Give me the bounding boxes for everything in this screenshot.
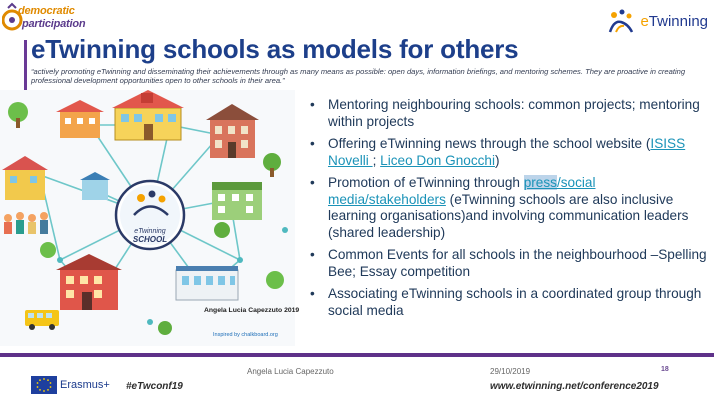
logo-line-1: democratic bbox=[18, 5, 75, 17]
bullet-text: Promotion of eTwinning through bbox=[328, 175, 524, 190]
illustration-credit: Angela Lucia Capezzuto 2019 bbox=[204, 307, 300, 314]
center-label-line1: eTwinning bbox=[134, 228, 166, 235]
link-isiss-novelli[interactable]: ISISS Novelli bbox=[328, 136, 686, 168]
bullet-associating bbox=[309, 286, 707, 319]
democratic-participation-logo bbox=[2, 2, 88, 36]
bullet-text: Mentoring neighbouring schools: common projects; mentoring within projects bbox=[328, 97, 700, 129]
link-rest: /social media/stakeholders bbox=[328, 175, 596, 207]
bullet-news bbox=[309, 136, 707, 169]
erasmus-label: Erasmus+ bbox=[60, 379, 110, 391]
etwinning-e: e bbox=[640, 12, 649, 30]
bullet-mentoring bbox=[309, 97, 707, 130]
eu-flag-icon bbox=[31, 376, 57, 394]
school-building-bottom-right bbox=[176, 266, 238, 300]
footer-date: 29/10/2019 bbox=[490, 367, 531, 376]
bullet-text: Offering eTwinning news through the school website ( bbox=[328, 136, 651, 151]
etwinning-logo bbox=[606, 8, 708, 34]
footer-author: Angela Lucia Capezzuto bbox=[247, 367, 334, 376]
bullet-text: (eTwinning schools are also inclusive learning organisations)and involving communication leaders (shared leadership) bbox=[328, 191, 689, 240]
bullet-text: Common Events for all schools in the neighbourhood –Spelling Bee; Essay competition bbox=[328, 247, 707, 279]
school-building-right bbox=[212, 182, 262, 220]
center-label-line2: SCHOOL bbox=[132, 235, 168, 244]
title-accent-bar bbox=[24, 40, 27, 92]
bullet-promotion bbox=[309, 175, 707, 241]
footer-url: www.etwinning.net/conference2019 bbox=[490, 381, 659, 392]
bullet-text: ) bbox=[495, 152, 500, 168]
erasmus-logo bbox=[31, 376, 110, 394]
slide-title: eTwinning schools as models for others bbox=[31, 34, 519, 64]
footer-hashtag: #eTwconf19 bbox=[126, 381, 183, 392]
illustration-inspired-by: Inspired by chalkboard.org bbox=[213, 332, 278, 338]
bullet-list bbox=[309, 97, 707, 325]
etwinning-wordmark bbox=[640, 13, 708, 30]
logo-line-2: participation bbox=[22, 18, 86, 30]
bullet-events bbox=[309, 247, 707, 280]
footer-divider bbox=[0, 353, 714, 357]
bullet-separator: ; bbox=[372, 152, 381, 168]
link-highlight: press bbox=[523, 175, 557, 190]
bullet-text: Associating eTwinning schools in a coordinated group through social media bbox=[328, 286, 702, 318]
etwinning-text: Twinning bbox=[648, 12, 708, 30]
etwinning-stars-icon bbox=[606, 8, 636, 34]
slide-number: 18 bbox=[661, 366, 669, 373]
center-label bbox=[126, 228, 174, 244]
slide-quote: “actively promoting eTwinning and disseminating their achievements through as many means as possible: open days, information briefings, and mentoring schemes. They are proactive in creating professional development opportunities open to other schools in their area.” bbox=[31, 67, 686, 85]
link-liceo-don-gnocchi[interactable]: Liceo Don Gnocchi bbox=[380, 152, 495, 168]
